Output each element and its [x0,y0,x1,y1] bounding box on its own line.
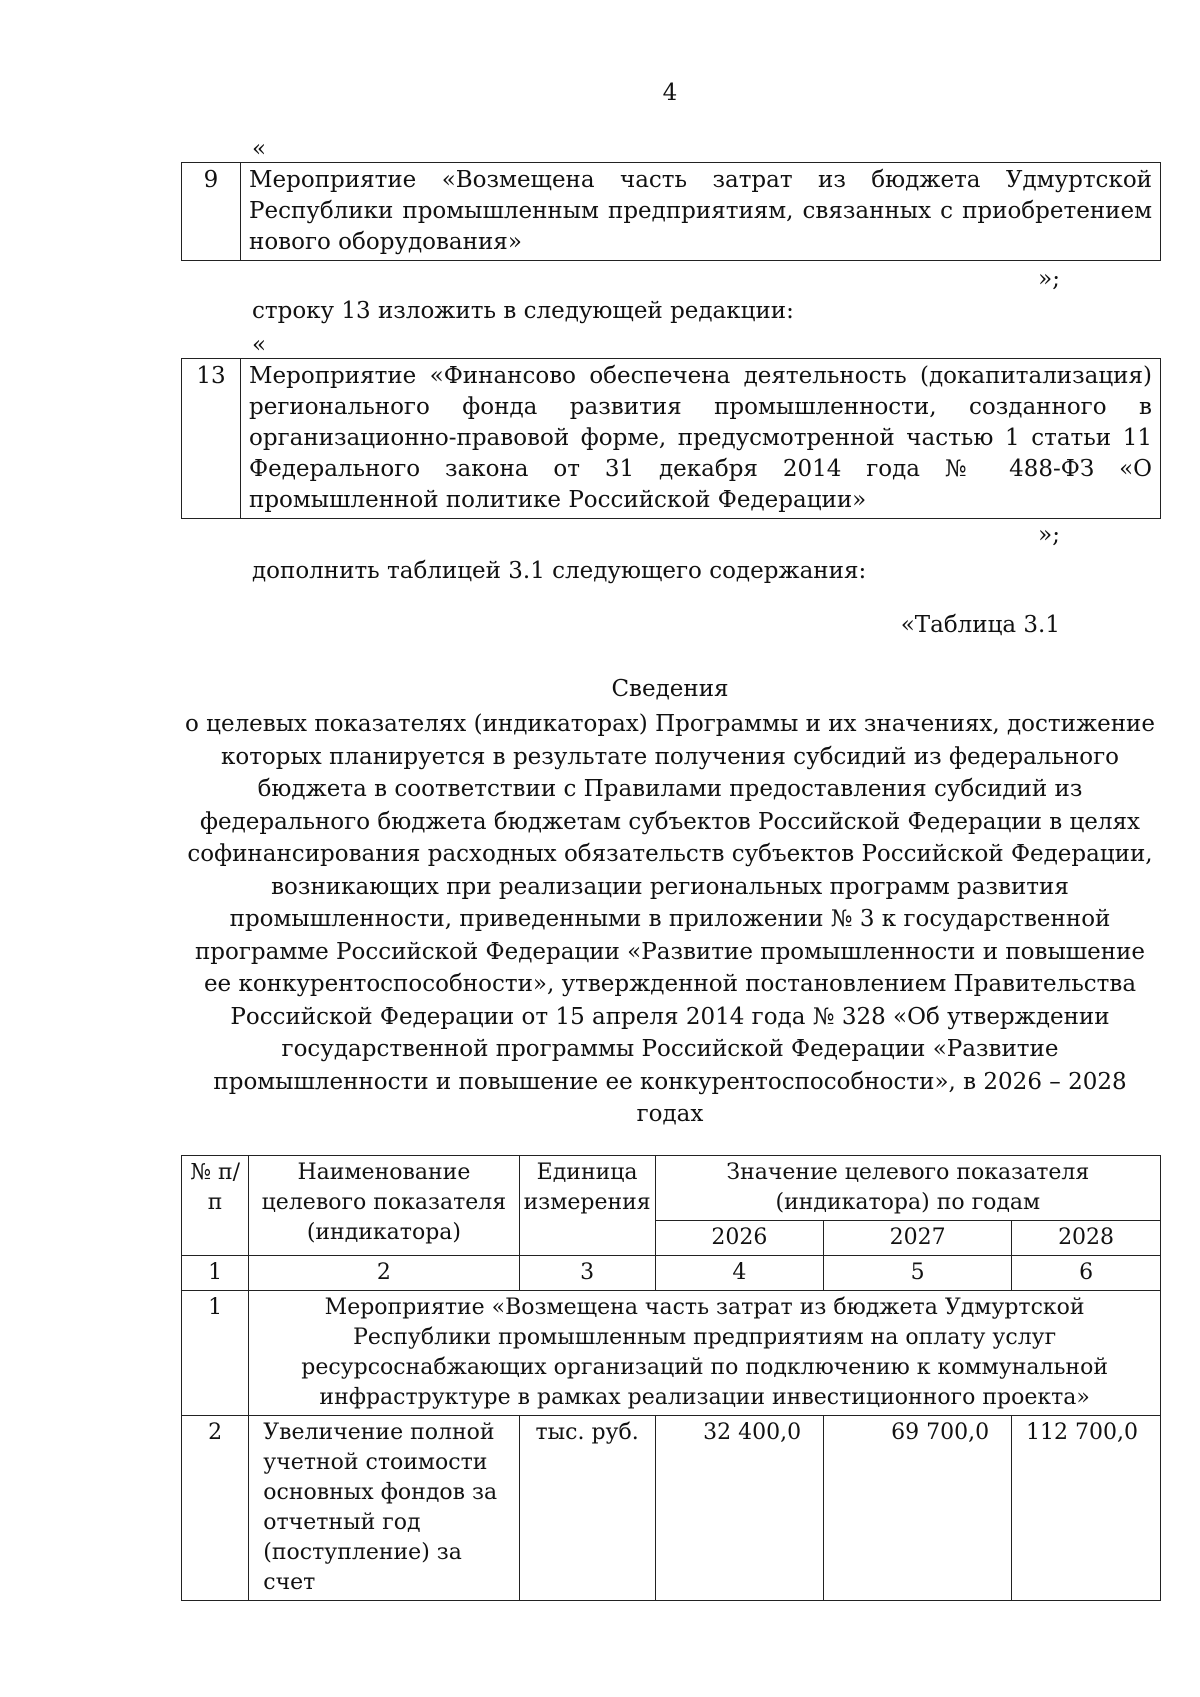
close-quote: »; [1038,522,1060,548]
row-13-text: Мероприятие «Финансово обеспечена деятельность (докапитализация) регионального фонда развития промышленности, созданного в организационно-правовой форме, предусмотренной частью 1 статьи 11 Федерального закона от 31 декабря 2014 года № 488-ФЗ «О промышленной политике Российской Федерации» [241,359,1161,519]
row-13-table [181,358,1161,519]
instruction-row-13: строку 13 изложить в следующей редакции: [252,298,794,324]
column-number: 5 [824,1256,1012,1291]
column-number: 1 [182,1256,249,1291]
row-9-number: 9 [182,163,241,261]
page-number: 4 [662,80,678,106]
indicators-table [181,1155,1161,1601]
header-name: Наименование целевого показателя (индикатора) [249,1156,519,1256]
column-number: 3 [519,1256,655,1291]
column-number: 4 [655,1256,823,1291]
header-values: Значение целевого показателя (индикатора) по годам [655,1156,1160,1221]
instruction-table-3-1: дополнить таблицей 3.1 следующего содержания: [252,558,867,584]
row-1-text: Мероприятие «Возмещена часть затрат из бюджета Удмуртской Республики промышленным предприятиям на оплату услуг ресурсоснабжающих организаций по подключению к коммунальной инфраструктуре в рамках реализации инвестиционного проекта» [249,1291,1161,1416]
open-quote: « [252,332,267,358]
row-2-number: 2 [182,1416,249,1601]
header-year: 2027 [824,1221,1012,1256]
heading-title: Сведения [611,676,729,702]
header-year: 2026 [655,1221,823,1256]
row-2-value-2028: 112 700,0 [1012,1416,1161,1601]
column-number: 6 [1012,1256,1161,1291]
row-2-name: Увеличение полной учетной стоимости основных фондов за отчетный год (поступление) за счет [249,1416,519,1601]
table-row [182,1416,1161,1601]
header-unit: Единица измерения [519,1156,655,1256]
row-2-value-2027: 69 700,0 [824,1416,1012,1601]
open-quote: « [252,136,267,162]
table-row [182,1291,1161,1416]
header-year: 2028 [1012,1221,1161,1256]
row-13-number: 13 [182,359,241,519]
table-header-row [182,1156,1161,1221]
row-2-value-2026: 32 400,0 [655,1416,823,1601]
table-caption: «Таблица 3.1 [900,612,1060,638]
row-9-text: Мероприятие «Возмещена часть затрат из бюджета Удмуртской Республики промышленным предприятиям, связанных с приобретением нового оборудования» [241,163,1161,261]
heading-body: о целевых показателях (индикаторах) Программы и их значениях, достижение которых планируется в результате получения субсидий из федерального бюджета в соответствии с Правилами предоставления субсидий из федерального бюджета бюджетам субъектов Российской Федерации в целях софинансирования расходных обязательств субъектов Российской Федерации, возникающих при реализации региональных программ развития промышленности, приведенными в приложении № 3 к государственной программе Российской Федерации «Развитие промышленности и повышение ее конкурентоспособности», утвержденной постановлением Правительства Российской Федерации от 15 апреля 2014 года № 328 «Об утверждении государственной программы Российской Федерации «Развитие промышленности и повышение ее конкурентоспособности», в 2026 – 2028 годах [185,711,1155,1127]
header-number: № п/п [182,1156,249,1256]
close-quote: »; [1038,266,1060,292]
column-number: 2 [249,1256,519,1291]
row-9-table [181,162,1161,261]
row-1-number: 1 [182,1291,249,1416]
row-2-unit: тыс. руб. [519,1416,655,1601]
table-colnum-row [182,1256,1161,1291]
